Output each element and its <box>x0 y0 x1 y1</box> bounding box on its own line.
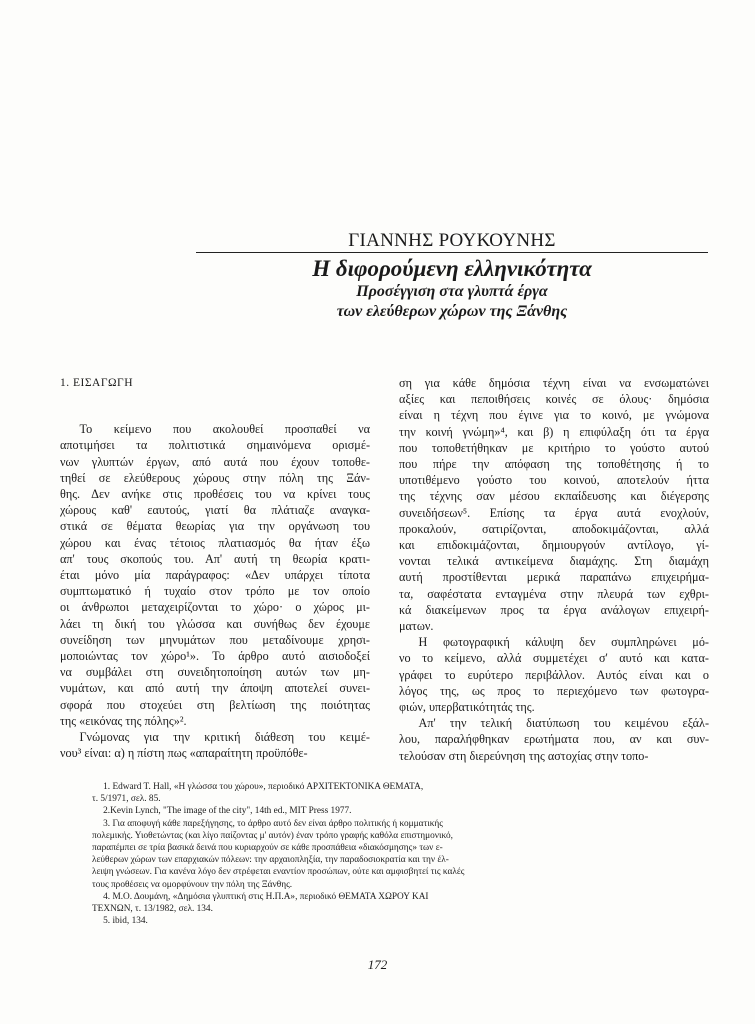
footnote-line: 5. ibid, 134. <box>103 916 148 927</box>
paragraph-line: χώρου και ένας τέτοιος πλατιασμός θα ήταν έξω <box>60 535 370 550</box>
paragraph-line: είναι η τέχνη που έγινε για το κοινό, με γνώμονα <box>399 408 709 423</box>
paragraph-line: που πήρε την απόφαση της τοποθέτησης ή το <box>399 457 709 472</box>
paragraph-line: στικά σε θέματα θεωρίας για την οργάνωση του <box>60 519 370 534</box>
paragraph-line: της «εικόνας της πόλης»². <box>60 713 187 728</box>
paragraph-line: κά διακείμενων προς τα έργα ανάλογων επιχειρή- <box>399 602 709 617</box>
paragraph-line: αξίες και πεποιθήσεις κοινές σε όλους· δημόσια <box>399 392 709 407</box>
page-number: 172 <box>367 957 388 972</box>
footnote-line: 1. Edward T. Hall, «Η γλώσσα του χώρου», περιοδικό ΑΡΧΙΤΕΚΤΟΝΙΚΑ ΘΕΜΑΤΑ, <box>103 782 424 792</box>
paragraph-line: να συμβάλει στη συνειδητοποίηση αυτών των μη- <box>60 665 370 680</box>
right-column-text <box>399 375 709 764</box>
paragraph-line: Απ' την τελική διατύπωση του κειμένου εξάλ- <box>418 716 709 731</box>
paragraph-line: Η φωτογραφική κάλυψη δεν συμπληρώνει μό- <box>418 635 709 650</box>
paragraph-line: υποτιθέμενο γούστο του κοινού, αποτελούν ήττα <box>399 473 709 488</box>
left-column <box>60 375 370 761</box>
paragraph-line: ματων. <box>399 619 434 634</box>
article-subtitle-line-2: των ελεύθερων χώρων της Ξάνθης <box>336 303 568 320</box>
footnote-line: λειψη γνώσεων. Για κανένα λόγο δεν στρέφεται εναντίον προσώπων, ούτε και αμφισβητεί τις καλές <box>92 867 465 878</box>
article-title: Η διφορούμενη ελληνικότητα <box>312 256 592 281</box>
paragraph-line: οι άνθρωποι μεταχειρίζονται το χώρο· ο χώρος μι- <box>60 600 370 615</box>
footnote-line: τους προθέσεις να ομορφύνουν την πόλη της Ξάνθης. <box>92 879 293 890</box>
footnote-line: 2.Kevin Lynch, "The image of the city", 14th ed., MIT Press 1977. <box>103 806 352 817</box>
paragraph-line: νονται τελικά αντικείμενα διαμάχης. Στη διαμάχη <box>399 554 709 569</box>
paragraph-line: θης. Δεν ανήκε στις προθέσεις του να κρίνει τους <box>60 487 370 502</box>
footnote-line: παραπέμπει σε τρία βασικά δεινά που κυριαρχούν σε κάθε προσπάθεια «διακόσμησης» των ε- <box>92 843 443 854</box>
author-name: ΓΙΑΝΝΗΣ ΡΟΥΚΟΥΝΗΣ <box>348 230 556 251</box>
paragraph-line: συνείδηση των μηνυμάτων που μεταδίνουμε χρησι- <box>60 632 370 647</box>
paragraph-line: χώρους καθ' εαυτούς, γιατί θα πλάτιαζε αναγκα- <box>60 503 370 518</box>
paragraph-line: της τέχνης σαν μέσου εκπαίδευσης και διέγερσης <box>399 489 709 504</box>
paragraph-line: απ' τους σκοπούς του. Απ' αυτή τη θεωρία κρατι- <box>60 551 370 566</box>
footnote-line: 4. Μ.Ο. Δουμάνη, «Δημόσια γλυπτική στις Η.Π.Α», περιοδικό ΘΕΜΑΤΑ ΧΩΡΟΥ ΚΑΙ <box>103 891 429 902</box>
right-column <box>399 375 709 764</box>
footnote-line: τ. 5/1971, σελ. 85. <box>92 794 161 805</box>
paragraph-line: λου, παραλήφθηκαν ερωτήματα που, αν και συν- <box>399 732 709 747</box>
paragraph-line: έται μόνο μία παράγραφος: «Δεν υπάρχει τίποτα <box>60 568 370 583</box>
paragraph-line: λόγος της, ως προς το περιεχόμενο των φωτογρα- <box>399 683 709 698</box>
footnote-line: πολεμικής. Υιοθετώντας (και λίγο παίζοντας μ' αυτόν) έναν τρόπο γραφής καθόλα επιστημονικό, <box>92 830 453 841</box>
paragraph-line: συμπτωματικό ή τυχαίο στον τρόπο με τον οποίο <box>60 584 370 599</box>
paragraph-line: ση για κάθε δημόσια τέχνη είναι να ενσωματώνει <box>399 376 709 390</box>
paragraph-line: λάει τη δική του γλώσσα και συνήθως δεν έχουμε <box>60 616 370 631</box>
footnotes <box>92 781 498 927</box>
article-subtitle-line-1: Προσέγγιση στα γλυπτά έργα <box>356 283 548 300</box>
paragraph-line: νυμάτων, και από αυτή την άποψη αποτελεί συνει- <box>60 681 370 696</box>
paragraph-line: που τοποθετήθηκαν με κριτήριο το γούστο αυτού <box>399 440 709 455</box>
left-column-text <box>60 421 370 761</box>
paragraph-line: σφορά που στοχεύει στη βελτίωση της ποιότητας <box>60 697 370 712</box>
paragraph-line: προκαλούν, σατιρίζονται, αποδοκιμάζονται, αλλά <box>399 521 709 536</box>
paragraph-line: μοποιώντας τον χώρο¹». Το άρθρο αυτό αισιοδοξεί <box>60 649 370 664</box>
footnote-line: ΤΕΧΝΩΝ, τ. 13/1982, σελ. 134. <box>92 904 213 915</box>
section-heading: 1. ΕΙΣΑΓΩΓΗ <box>60 377 134 389</box>
paragraph-line: γράφει το ευρύτερο περιβάλλον. Αυτός είναι και ο <box>399 667 709 682</box>
paragraph-line: αποτιμήσει τα πολιτιστικά σημαινόμενα ορισμέ- <box>60 438 370 453</box>
paragraph-line: Γνώμονας για την κριτική διάθεση του κειμέ- <box>79 730 370 745</box>
footnote-line: 3. Για αποφυγή κάθε παρεξήγησης, το άρθρο αυτό δεν είναι άρθρο πολιτικής ή κομματικής <box>103 818 443 829</box>
paragraph-line: νων γλυπτών έργων, από αυτά που έχουν τοποθε- <box>60 454 370 469</box>
paragraph-line: νο το κείμενο, αλλά συμμετέχει σ' αυτό και κατα- <box>399 651 709 666</box>
paragraph-line: συνειδήσεων⁵. Επίσης τα έργα αυτά ενοχλούν, <box>399 505 709 520</box>
paragraph-line: νου³ είναι: α) η πίστη πως «απαραίτητη προϋπόθε- <box>60 746 308 761</box>
paragraph-line: αυτή προστίθενται μερικά παραπάνω επιχειρήμα- <box>399 570 709 585</box>
paragraph-line: φιών, υπερβατικότητάς της. <box>399 700 535 715</box>
paragraph-line: τα, σαφέστατα ενταγμένα στην πλευρά των εχθρι- <box>399 586 709 601</box>
paragraph-line: την κοινή γνώμη»⁴, και β) η επιφύλαξη ότι τα έργα <box>399 424 709 439</box>
footnote-line: λεύθερων χώρων των επαρχιακών πόλεων: την αρχαιοπληξία, την παραδοσιοκρατία και την έλ- <box>92 855 449 866</box>
paragraph-line: Το κείμενο που ακολουθεί προσπαθεί να <box>79 422 370 437</box>
title-rule <box>196 252 708 253</box>
paragraph-line: και επιδοκιμάζονται, δημιουργούν αντίλογο, γί- <box>399 538 709 553</box>
paragraph-line: τηθεί σε ελεύθερους χώρους στην πόλη της Ξάν- <box>60 470 370 485</box>
paragraph-line: τελούσαν στη διερεύνηση της αστοχίας στην τοπο- <box>399 748 649 763</box>
